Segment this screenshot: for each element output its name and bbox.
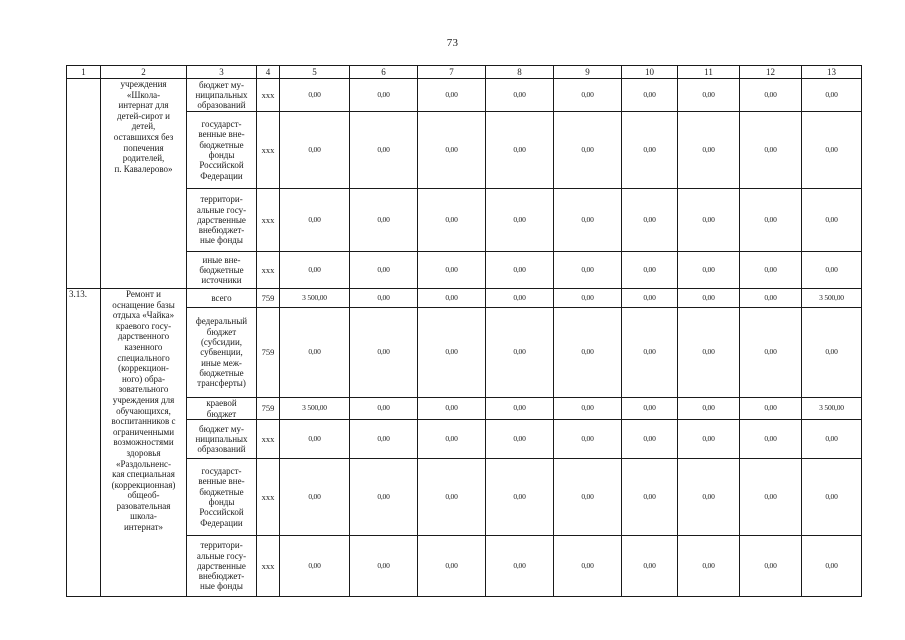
value-cell: 0,00 bbox=[280, 79, 350, 112]
code-cell: ххх bbox=[257, 112, 280, 189]
value-cell: 0,00 bbox=[740, 308, 802, 398]
object-name-line: (коррекцион- bbox=[118, 363, 169, 374]
header-cell: 3 bbox=[187, 66, 257, 79]
funding-source bbox=[187, 252, 257, 289]
funding-source-line: Российской bbox=[199, 160, 244, 171]
funding-source bbox=[187, 189, 257, 252]
value-cell: 0,00 bbox=[554, 112, 622, 189]
funding-source-line: Федерации bbox=[200, 517, 243, 528]
header-cell: 6 bbox=[350, 66, 418, 79]
code-cell: ххх bbox=[257, 189, 280, 252]
value-cell: 0,00 bbox=[486, 308, 554, 398]
value-cell: 0,00 bbox=[740, 459, 802, 536]
value-cell: 0,00 bbox=[622, 308, 678, 398]
object-name-line: дарственного bbox=[117, 331, 170, 342]
table-row bbox=[67, 308, 862, 398]
object-name-line: оставшихся без bbox=[113, 131, 174, 142]
object-name-line: (коррекционная) bbox=[111, 479, 176, 490]
value-cell: 0,00 bbox=[418, 189, 486, 252]
value-cell: 0,00 bbox=[622, 459, 678, 536]
value-cell: 0,00 bbox=[678, 252, 740, 289]
funding-source bbox=[187, 289, 257, 308]
funding-source-line: внебюджет- bbox=[198, 225, 245, 236]
table-row bbox=[67, 112, 862, 189]
header-cell: 2 bbox=[101, 66, 187, 79]
object-name-line: попечения bbox=[123, 142, 164, 153]
object-name-line: казенного bbox=[124, 341, 163, 352]
value-cell: 0,00 bbox=[486, 252, 554, 289]
value-cell: 0,00 bbox=[802, 536, 862, 597]
value-cell: 0,00 bbox=[802, 252, 862, 289]
funding-source-line: бюджет му- bbox=[199, 79, 244, 90]
funding-source-line: дарственные bbox=[197, 214, 246, 225]
object-name-line: учреждения bbox=[120, 79, 167, 89]
value-cell: 0,00 bbox=[350, 112, 418, 189]
funding-source bbox=[187, 79, 257, 112]
funding-source-line: (субсидии, bbox=[200, 337, 243, 348]
object-name-line: родителей, bbox=[122, 153, 165, 164]
table-row bbox=[67, 398, 862, 420]
funding-source-line: фонды bbox=[208, 497, 235, 507]
object-name-line: «Школа- bbox=[126, 89, 161, 100]
value-cell: 0,00 bbox=[280, 112, 350, 189]
funding-source-line: ниципальных bbox=[195, 433, 248, 444]
funding-source-line: альные госу- bbox=[196, 550, 247, 561]
object-name-line: общеоб- bbox=[127, 490, 160, 501]
value-cell: 0,00 bbox=[486, 79, 554, 112]
funding-source-line: венные вне- bbox=[198, 129, 245, 140]
value-cell: 0,00 bbox=[350, 308, 418, 398]
funding-source-line: бюджетные bbox=[199, 139, 244, 150]
funding-source-line: ные фонды bbox=[200, 235, 243, 246]
value-cell: 0,00 bbox=[740, 252, 802, 289]
funding-source-line: альные госу- bbox=[196, 204, 247, 215]
object-name-line: Ремонт и bbox=[126, 289, 161, 299]
object-name-line: интернат для bbox=[118, 100, 169, 111]
header-cell: 8 bbox=[486, 66, 554, 79]
value-cell: 0,00 bbox=[280, 536, 350, 597]
value-cell: 0,00 bbox=[740, 112, 802, 189]
value-cell: 0,00 bbox=[678, 289, 740, 308]
value-cell: 0,00 bbox=[554, 189, 622, 252]
value-cell: 0,00 bbox=[622, 536, 678, 597]
table-row bbox=[67, 289, 862, 308]
object-name-line: ограниченными bbox=[112, 426, 175, 437]
value-cell: 0,00 bbox=[486, 289, 554, 308]
funding-source-line: Федерации bbox=[200, 170, 243, 181]
funding-source-line: внебюджет- bbox=[198, 571, 245, 582]
object-name-line: краевого госу- bbox=[115, 320, 172, 331]
funding-source-line: бюджет bbox=[206, 408, 237, 419]
object-name-line: детей-сирот и bbox=[116, 110, 170, 121]
value-cell: 0,00 bbox=[678, 79, 740, 112]
object-name-line: ного) обра- bbox=[121, 373, 166, 384]
funding-source-line: государст- bbox=[201, 466, 242, 477]
value-cell: 0,00 bbox=[678, 112, 740, 189]
funding-source-line: бюджет му- bbox=[199, 423, 244, 434]
object-name-line: возможностями bbox=[113, 437, 174, 448]
header-cell: 13 bbox=[802, 66, 862, 79]
object-name-line: «Раздольненс- bbox=[115, 458, 172, 469]
value-cell: 0,00 bbox=[280, 252, 350, 289]
object-name-line: школа- bbox=[130, 511, 157, 522]
value-cell: 0,00 bbox=[350, 536, 418, 597]
funding-source-line: федеральный bbox=[195, 316, 248, 327]
value-cell: 0,00 bbox=[554, 308, 622, 398]
funding-source-line: образований bbox=[197, 100, 246, 111]
value-cell: 0,00 bbox=[678, 420, 740, 459]
funding-source-line: всего bbox=[211, 292, 232, 303]
code-cell: ххх bbox=[257, 459, 280, 536]
funding-source-line: государст- bbox=[201, 119, 242, 130]
value-cell: 0,00 bbox=[486, 398, 554, 420]
value-cell: 0,00 bbox=[418, 79, 486, 112]
header-cell: 5 bbox=[280, 66, 350, 79]
value-cell: 0,00 bbox=[350, 459, 418, 536]
header-row bbox=[67, 66, 862, 79]
value-cell: 0,00 bbox=[740, 79, 802, 112]
object-name-line: интернат» bbox=[123, 522, 164, 533]
funding-source-line: бюджетные bbox=[199, 367, 244, 378]
funding-source bbox=[187, 536, 257, 597]
value-cell: 0,00 bbox=[486, 420, 554, 459]
value-cell: 0,00 bbox=[554, 459, 622, 536]
value-cell: 0,00 bbox=[802, 420, 862, 459]
object-name bbox=[101, 289, 187, 597]
funding-source bbox=[187, 459, 257, 536]
table-row bbox=[67, 459, 862, 536]
object-name-line: здоровья bbox=[126, 447, 161, 458]
value-cell: 0,00 bbox=[554, 536, 622, 597]
value-cell: 0,00 bbox=[678, 308, 740, 398]
value-cell: 0,00 bbox=[622, 112, 678, 189]
value-cell: 0,00 bbox=[418, 420, 486, 459]
object-name-line: детей, bbox=[131, 121, 156, 132]
value-cell: 0,00 bbox=[486, 112, 554, 189]
value-cell: 0,00 bbox=[486, 189, 554, 252]
value-cell: 0,00 bbox=[280, 308, 350, 398]
value-cell: 0,00 bbox=[554, 79, 622, 112]
value-cell: 0,00 bbox=[802, 79, 862, 112]
funding-source-line: территори- bbox=[200, 194, 243, 205]
page-number: 73 bbox=[446, 37, 459, 49]
value-cell: 0,00 bbox=[418, 459, 486, 536]
header-cell: 4 bbox=[257, 66, 280, 79]
value-cell: 0,00 bbox=[280, 459, 350, 536]
funding-source-line: Российской bbox=[199, 507, 244, 518]
header-cell: 12 bbox=[740, 66, 802, 79]
value-cell: 0,00 bbox=[622, 398, 678, 420]
code-cell: ххх bbox=[257, 536, 280, 597]
value-cell: 0,00 bbox=[418, 536, 486, 597]
value-cell: 0,00 bbox=[740, 189, 802, 252]
value-cell: 0,00 bbox=[554, 398, 622, 420]
code-cell: 759 bbox=[257, 398, 280, 420]
code-cell: ххх bbox=[257, 79, 280, 112]
funding-source-line: трансферты) bbox=[197, 378, 246, 389]
value-cell: 0,00 bbox=[350, 289, 418, 308]
funding-source-line: бюджет bbox=[206, 326, 237, 337]
object-name-line: оснащение базы bbox=[112, 299, 175, 310]
value-cell: 3 500,00 bbox=[802, 398, 862, 420]
value-cell: 0,00 bbox=[740, 536, 802, 597]
value-cell: 0,00 bbox=[554, 420, 622, 459]
value-cell: 0,00 bbox=[740, 420, 802, 459]
header-cell: 7 bbox=[418, 66, 486, 79]
value-cell: 0,00 bbox=[350, 398, 418, 420]
value-cell: 0,00 bbox=[678, 398, 740, 420]
value-cell: 0,00 bbox=[418, 398, 486, 420]
object-name-line: обучающихся, bbox=[116, 405, 171, 416]
funding-source-line: источники bbox=[201, 275, 242, 286]
funding-source-line: краевой bbox=[206, 398, 237, 409]
value-cell: 3 500,00 bbox=[802, 289, 862, 308]
value-cell: 0,00 bbox=[350, 420, 418, 459]
object-name-line: учреждения для bbox=[112, 394, 175, 405]
header-cell: 9 bbox=[554, 66, 622, 79]
funding-source-line: субвенции, bbox=[200, 347, 243, 358]
value-cell: 0,00 bbox=[622, 189, 678, 252]
funding-source bbox=[187, 420, 257, 459]
funding-source-line: иные вне- bbox=[202, 254, 241, 265]
table-row bbox=[67, 536, 862, 597]
value-cell: 0,00 bbox=[678, 536, 740, 597]
value-cell: 3 500,00 bbox=[280, 398, 350, 420]
funding-source-line: ниципальных bbox=[195, 89, 248, 100]
funding-source-line: бюджетные bbox=[199, 486, 244, 497]
object-name-line: разовательная bbox=[116, 500, 171, 511]
value-cell: 0,00 bbox=[622, 420, 678, 459]
object-name-line: кая специальная bbox=[112, 469, 175, 480]
funding-source-line: иные меж- bbox=[201, 357, 242, 368]
code-cell: 759 bbox=[257, 308, 280, 398]
value-cell: 0,00 bbox=[802, 112, 862, 189]
funding-source-line: образований bbox=[197, 444, 246, 455]
table-body bbox=[67, 66, 862, 597]
value-cell: 0,00 bbox=[280, 420, 350, 459]
funding-source-line: дарственные bbox=[197, 560, 246, 571]
value-cell: 0,00 bbox=[350, 79, 418, 112]
value-cell: 0,00 bbox=[554, 252, 622, 289]
value-cell: 0,00 bbox=[622, 289, 678, 308]
table-row bbox=[67, 420, 862, 459]
row-index: 3.13. bbox=[67, 289, 101, 597]
object-name-line: воспитанников с bbox=[111, 416, 176, 427]
object-name-line: отдыха «Чайка» bbox=[112, 310, 175, 321]
funding-source-line: территори- bbox=[200, 540, 243, 551]
header-cell: 11 bbox=[678, 66, 740, 79]
value-cell: 0,00 bbox=[622, 252, 678, 289]
value-cell: 0,00 bbox=[678, 459, 740, 536]
funding-source bbox=[187, 112, 257, 189]
code-cell: ххх bbox=[257, 252, 280, 289]
value-cell: 0,00 bbox=[418, 112, 486, 189]
value-cell: 0,00 bbox=[350, 189, 418, 252]
funding-source-line: фонды bbox=[208, 150, 235, 160]
value-cell: 0,00 bbox=[486, 536, 554, 597]
object-name-line: п. Кавалерово» bbox=[114, 163, 173, 174]
value-cell: 0,00 bbox=[802, 189, 862, 252]
value-cell: 0,00 bbox=[350, 252, 418, 289]
value-cell: 0,00 bbox=[554, 289, 622, 308]
value-cell: 0,00 bbox=[418, 252, 486, 289]
funding-source bbox=[187, 308, 257, 398]
value-cell: 0,00 bbox=[678, 189, 740, 252]
object-name-line: специального bbox=[117, 352, 170, 363]
code-cell: 759 bbox=[257, 289, 280, 308]
header-cell: 1 bbox=[67, 66, 101, 79]
value-cell: 0,00 bbox=[418, 289, 486, 308]
value-cell: 0,00 bbox=[740, 289, 802, 308]
header-cell: 10 bbox=[622, 66, 678, 79]
row-index bbox=[67, 79, 101, 289]
table-row bbox=[67, 79, 862, 112]
object-name-line: зовательного bbox=[118, 384, 169, 395]
value-cell: 0,00 bbox=[486, 459, 554, 536]
value-cell: 3 500,00 bbox=[280, 289, 350, 308]
value-cell: 0,00 bbox=[418, 308, 486, 398]
table-row bbox=[67, 189, 862, 252]
funding-source bbox=[187, 398, 257, 420]
funding-source-line: бюджетные bbox=[199, 264, 244, 275]
value-cell: 0,00 bbox=[280, 189, 350, 252]
funding-source-line: ные фонды bbox=[200, 581, 243, 592]
object-name bbox=[101, 79, 187, 289]
value-cell: 0,00 bbox=[802, 308, 862, 398]
budget-table bbox=[66, 65, 862, 597]
table-row bbox=[67, 252, 862, 289]
code-cell: ххх bbox=[257, 420, 280, 459]
value-cell: 0,00 bbox=[802, 459, 862, 536]
value-cell: 0,00 bbox=[622, 79, 678, 112]
value-cell: 0,00 bbox=[740, 398, 802, 420]
funding-source-line: венные вне- bbox=[198, 476, 245, 487]
